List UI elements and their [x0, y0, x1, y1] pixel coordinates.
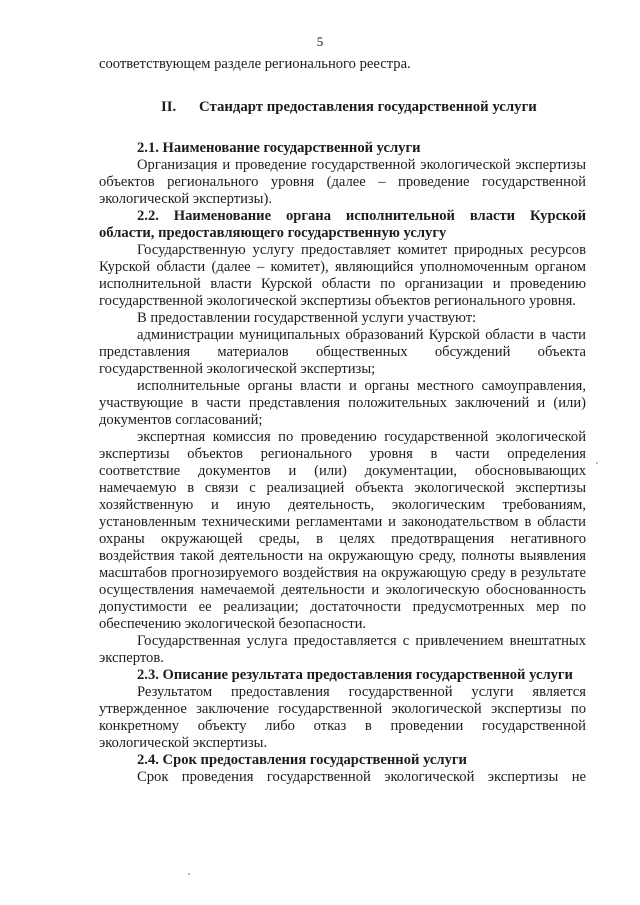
paragraph-2-2-executive-bodies: исполнительные органы власти и органы местного самоуправления, участвующие в части представления положительных заключений и (или) документов согласований;: [99, 378, 586, 428]
paragraph-2-2-expert-commission: экспертная комиссия по проведению государственной экологической экспертизы объектов регионального уровня в части определения соответствие документов и (или) документации, обосновывающих намечаемую в связи с реализацией объекта экологической экспертизы хозяйственную и иную деятельность, экологическим требованиям, установленным техническими регламентами и законодательством в области охраны окружающей среды, в целях предотвращения негативного воздействия такой деятельности на окружающую среду, полноты выявления масштабов прогнозируемого воздействия на окружающую среду в результате осуществления намечаемой деятельности и экологическую обоснованность допустимости ее реализации; достаточности предусмотренных мер по обеспечению экологической безопасности.: [99, 429, 586, 632]
heading-2-1: 2.1. Наименование государственной услуги: [137, 140, 421, 156]
scan-speck: [188, 873, 190, 875]
section-heading: [99, 99, 586, 116]
paragraph-2-2-municipal: администрации муниципальных образований Курской области в части представления материалов общественных обсуждений объекта государственной экологической экспертизы;: [99, 327, 586, 377]
intro-line: соответствующем разделе регионального реестра.: [99, 56, 411, 72]
section-title: Стандарт предоставления государственной услуги: [199, 99, 537, 115]
document-body: [99, 56, 586, 786]
heading-2-2: 2.2. Наименование органа исполнительной власти Курской области, предоставляющего государственную услугу: [99, 208, 586, 241]
paragraph-2-2-provider: Государственную услугу предоставляет комитет природных ресурсов Курской области (далее – комитет), являющийся уполномоченным органом исполнительной власти Курской области по организации и проведению государственной экологической экспертизы объектов регионального уровня.: [99, 242, 586, 309]
heading-2-3: 2.3. Описание результата предоставления государственной услуги: [137, 667, 573, 683]
paragraph-2-2-external-experts: Государственная услуга предоставляется с привлечением внештатных экспертов.: [99, 633, 586, 666]
section-number: II.: [161, 99, 177, 115]
page-number: 5: [316, 34, 324, 49]
paragraph-2-1: Организация и проведение государственной экологической экспертизы объектов регионального уровня (далее – проведение государственной экологической экспертизы).: [99, 157, 586, 207]
paragraph-2-2-participants: В предоставлении государственной услуги участвуют:: [137, 310, 477, 326]
paragraph-2-3: Результатом предоставления государственной услуги является утвержденное заключение государственной экологической экспертизы по конкретному объекту либо отказ в проведении государственной экологической экспертизы.: [99, 684, 586, 751]
heading-2-4: 2.4. Срок предоставления государственной услуги: [137, 752, 467, 768]
scan-speck: [596, 462, 598, 464]
paragraph-2-4: Срок проведения государственной экологической экспертизы не: [137, 769, 586, 785]
